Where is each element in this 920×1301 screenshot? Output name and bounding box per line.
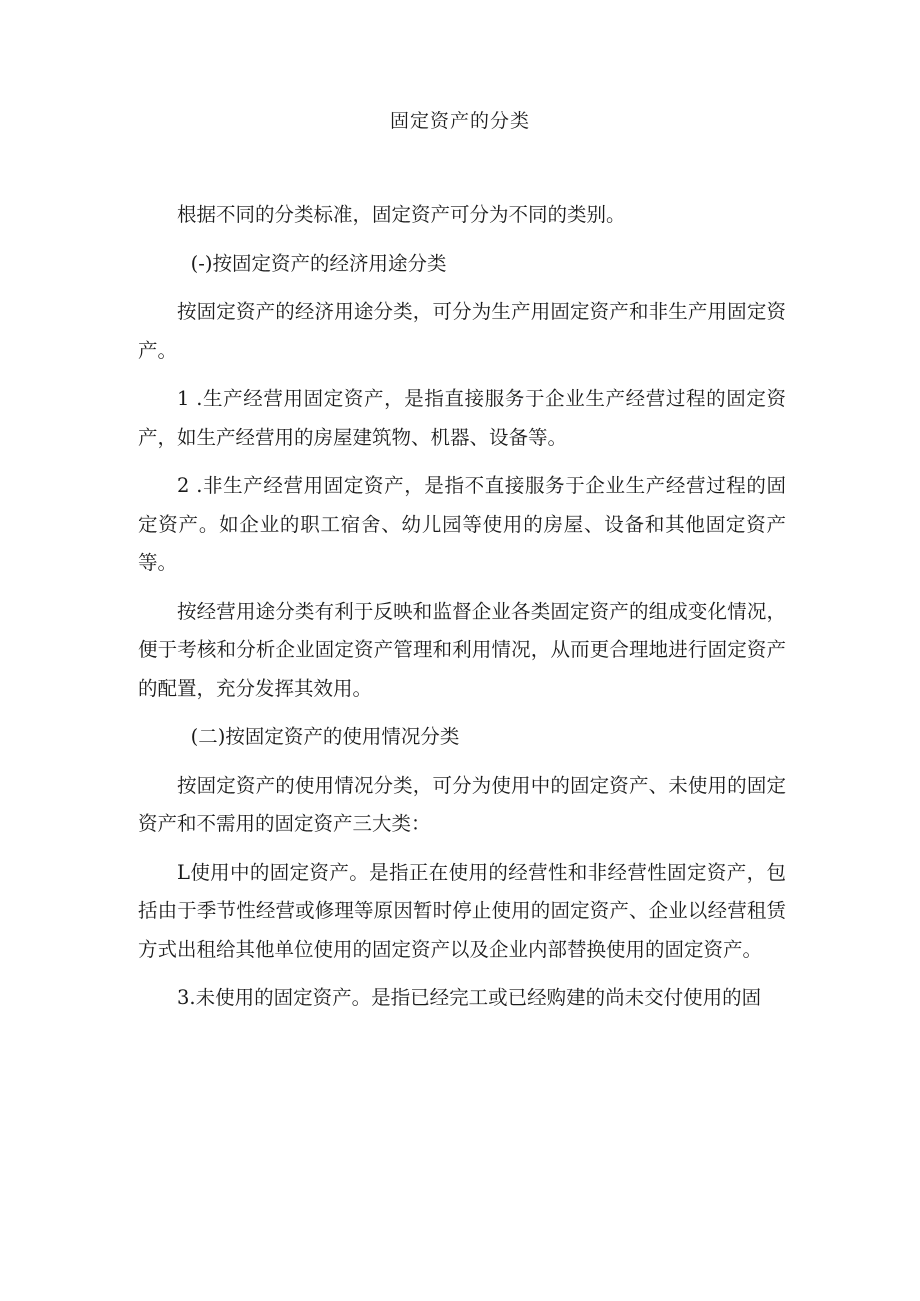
document-body <box>138 196 786 1028</box>
document-title: 固定资产的分类 <box>389 110 530 132</box>
paragraph-economic-use: 按固定资产的经济用途分类，可分为生产用固定资产和非生产用固定资产。 <box>138 300 786 362</box>
section-heading-economic-use: (-)按固定资产的经济用途分类 <box>190 251 447 275</box>
paragraph-usage-status: 按固定资产的使用情况分类，可分为使用中的固定资产、未使用的固定资产和不需用的固定资产三大类： <box>138 773 786 835</box>
paragraph-non-production-assets: 2 .非生产经营用固定资产，是指不直接服务于企业生产经营过程的固定资产。如企业的职工宿舍、幼儿园等使用的房屋、设备和其他固定资产等。 <box>138 474 786 574</box>
paragraph-unused-assets: 3.未使用的固定资产。是指已经完工或已经购建的尚未交付使用的固 <box>177 986 762 1009</box>
paragraph-intro: 根据不同的分类标准，固定资产可分为不同的类别。 <box>177 203 626 226</box>
paragraph-economic-use-benefit: 按经营用途分类有利于反映和监督企业各类固定资产的组成变化情况，便于考核和分析企业固定资产管理和利用情况，从而更合理地进行固定资产的配置，充分发挥其效用。 <box>138 599 786 700</box>
section-heading-usage-status: (二)按固定资产的使用情况分类 <box>190 725 460 748</box>
paragraph-production-assets: 1 .生产经营用固定资产，是指直接服务于企业生产经营过程的固定资产，如生产经营用的房屋建筑物、机器、设备等。 <box>138 387 786 449</box>
paragraph-in-use-assets: L使用中的固定资产。是指正在使用的经营性和非经营性固定资产，包括由于季节性经营或修理等原因暂时停止使用的固定资产、企业以经营租赁方式出租给其他单位使用的固定资产以及企业内部替换使用的固定资产。 <box>138 860 786 961</box>
